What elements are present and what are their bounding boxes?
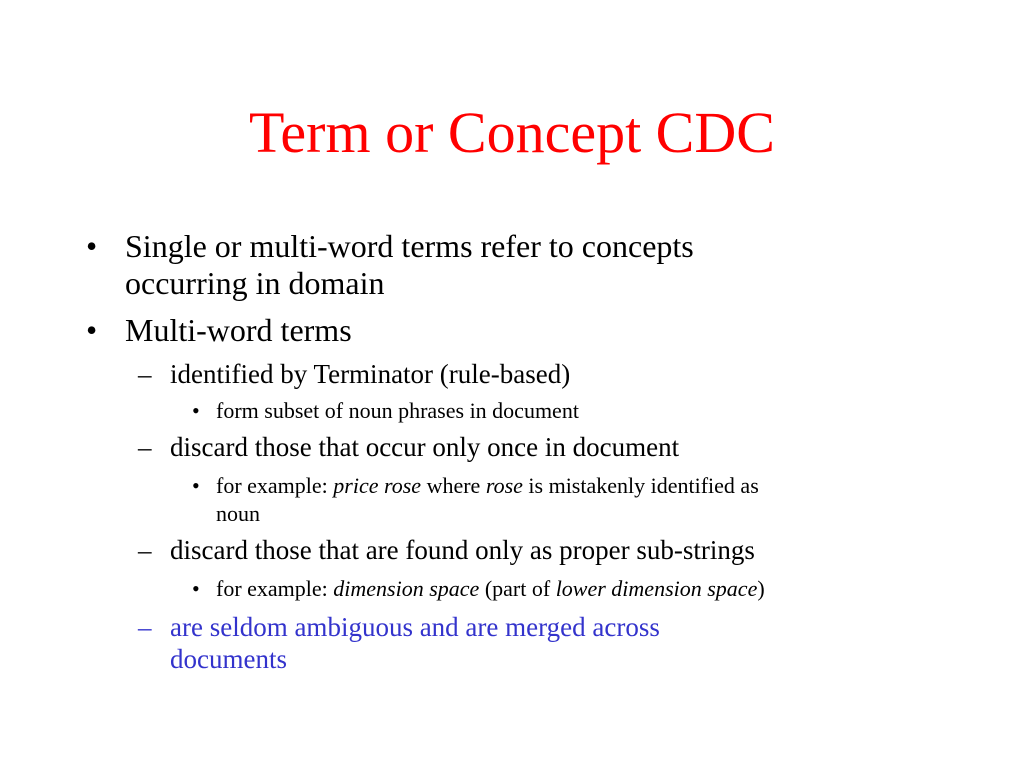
sub-sub-bullet-marker: • [192, 473, 200, 498]
example-prefix: for example: [216, 473, 334, 498]
example-connector: (part of [479, 576, 556, 601]
bullet-text: Multi-word terms [125, 312, 352, 348]
bullet-marker: • [86, 228, 98, 264]
sub-sub-bullet-text [216, 473, 759, 499]
bullet-text-continued: occurring in domain [125, 265, 385, 301]
sub-bullet-text: identified by Terminator (rule-based) [170, 359, 571, 389]
example-term: rose [485, 473, 523, 498]
sub-bullet-marker: – [138, 359, 152, 389]
sub-bullet-marker: – [138, 535, 152, 565]
example-term: dimension space [333, 576, 480, 601]
sub-sub-bullet-text: form subset of noun phrases in document [216, 398, 579, 423]
sub-bullet-marker: – [138, 432, 152, 462]
slide-title: Term or Concept CDC [249, 100, 775, 165]
example-suffix: ) [757, 576, 765, 601]
sub-sub-bullet-marker: • [192, 398, 200, 423]
sub-sub-bullet-marker: • [192, 576, 200, 601]
sub-bullet-text: discard those that occur only once in document [170, 432, 680, 462]
sub-bullet-text: are seldom ambiguous and are merged across [170, 612, 660, 642]
sub-sub-bullet-text [216, 576, 765, 602]
example-term: price rose [333, 473, 422, 498]
example-term: lower dimension space [555, 576, 758, 601]
sub-bullet-text-continued: documents [170, 644, 287, 674]
example-suffix: is mistakenly identified as [522, 473, 759, 498]
sub-sub-bullet-text-continued: noun [216, 501, 260, 526]
example-prefix: for example: [216, 576, 334, 601]
sub-bullet-marker: – [138, 612, 152, 642]
example-connector: where [421, 473, 486, 498]
bullet-text: Single or multi-word terms refer to concepts [125, 228, 694, 264]
sub-bullet-text: discard those that are found only as proper sub-strings [170, 535, 755, 565]
bullet-marker: • [86, 312, 98, 348]
